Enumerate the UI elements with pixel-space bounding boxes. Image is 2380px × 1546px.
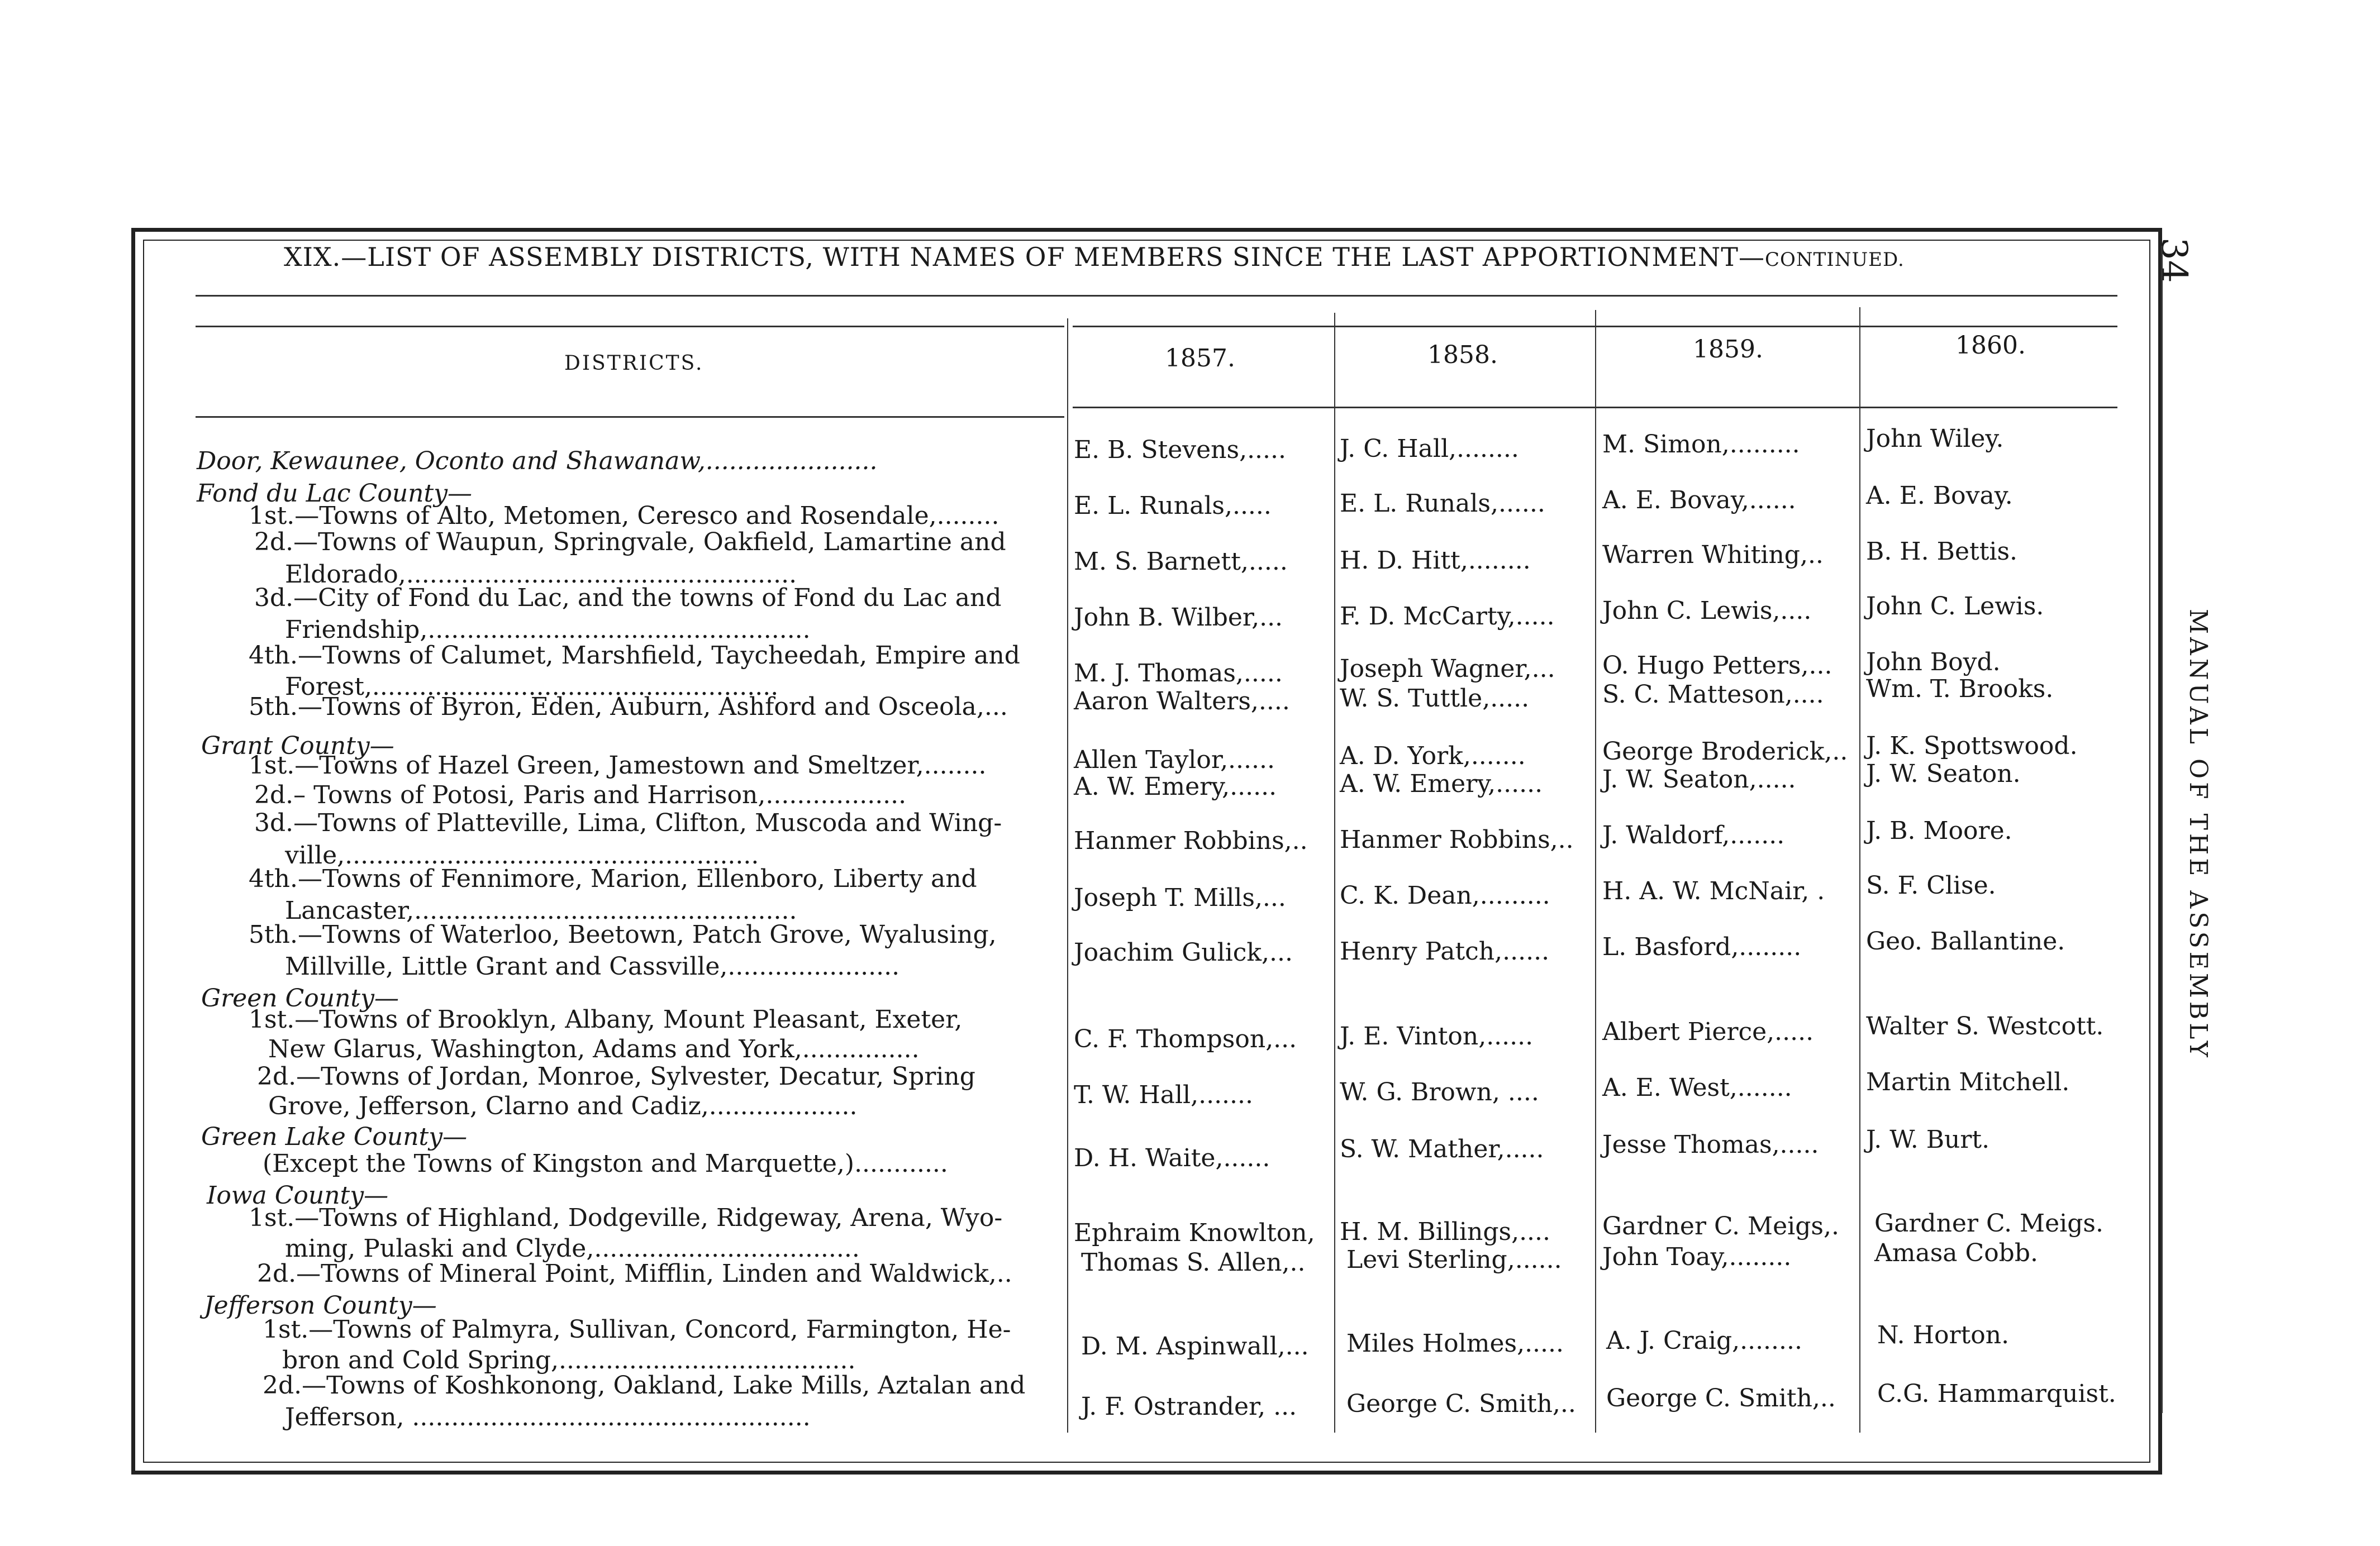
member-1858: E. L. Runals,...... xyxy=(1340,489,1545,518)
county-heading-jefferson: Jefferson County— xyxy=(204,1291,437,1320)
member-1857: M. J. Thomas,..... xyxy=(1074,659,1283,688)
member-1859: Jesse Thomas,..... xyxy=(1602,1130,1819,1159)
member-1857: Joachim Gulick,... xyxy=(1074,938,1293,967)
member-1859: L. Basford,........ xyxy=(1602,933,1802,961)
county-heading-green: Green County— xyxy=(201,984,399,1013)
member-1859: Gardner C. Meigs,. xyxy=(1602,1212,1839,1240)
member-1860: Geo. Ballantine. xyxy=(1866,927,2065,956)
member-1860: John Boyd. xyxy=(1866,648,2001,676)
district-line: 4th.—Towns of Calumet, Marshfield, Taycheedah, Empire and xyxy=(249,641,1020,670)
table-title: XIX.—LIST OF ASSEMBLY DISTRICTS, WITH NAMES OF MEMBERS SINCE THE LAST APPORTIONMENT—CONTINUED. xyxy=(284,242,1905,272)
member-1857: Allen Taylor,...... xyxy=(1074,746,1275,774)
side-rule xyxy=(2161,246,2163,1413)
member-1860: J. W. Burt. xyxy=(1866,1125,1990,1154)
page-number: 34 xyxy=(2153,237,2195,283)
member-1857: D. H. Waite,...... xyxy=(1074,1144,1270,1172)
county-heading-grant: Grant County— xyxy=(201,732,394,760)
member-1859: Warren Whiting,.. xyxy=(1602,541,1824,569)
member-1859: A. E. Bovay,...... xyxy=(1602,486,1796,514)
member-1860: John Wiley. xyxy=(1866,424,2004,453)
header-rule-bottom-districts xyxy=(196,416,1064,418)
member-1857: J. F. Ostrander, ... xyxy=(1081,1392,1297,1421)
district-line: ming, Pulaski and Clyde,.................................. xyxy=(285,1234,860,1263)
district-line: Friendship,................................................. xyxy=(285,615,811,644)
member-1859: A. E. West,....... xyxy=(1602,1073,1792,1102)
district-line: New Glarus, Washington, Adams and York,............... xyxy=(268,1035,920,1063)
member-1858: C. K. Dean,......... xyxy=(1340,881,1550,910)
header-1860: 1860. xyxy=(1955,331,2026,360)
member-1857: E. L. Runals,..... xyxy=(1074,492,1272,520)
member-1860: N. Horton. xyxy=(1877,1321,2010,1349)
district-line: 1st.—Towns of Palmyra, Sullivan, Concord, Farmington, He- xyxy=(263,1315,1011,1344)
member-1858: J. E. Vinton,...... xyxy=(1340,1022,1534,1051)
member-1860: Gardner C. Meigs. xyxy=(1874,1209,2103,1238)
member-1858: Henry Patch,...... xyxy=(1340,937,1550,966)
member-1858: W. G. Brown, .... xyxy=(1340,1078,1539,1106)
district-line: Forest,.................................................... xyxy=(285,672,779,701)
member-1858: A. D. York,....... xyxy=(1340,742,1526,770)
district-line: 2d.—Towns of Jordan, Monroe, Sylvester, Decatur, Spring xyxy=(257,1062,975,1091)
member-1859: Albert Pierce,..... xyxy=(1602,1018,1814,1046)
district-line: 1st.—Towns of Alto, Metomen, Ceresco and Rosendale,........ xyxy=(249,502,999,530)
member-1860: J. K. Spottswood. xyxy=(1866,732,2078,760)
member-1857: Hanmer Robbins,.. xyxy=(1074,827,1308,855)
member-1859: George Broderick,.. xyxy=(1602,737,1848,766)
member-1857: C. F. Thompson,... xyxy=(1074,1025,1297,1053)
district-line: 2d.—Towns of Mineral Point, Mifflin, Linden and Waldwick,.. xyxy=(257,1259,1012,1288)
member-1859: J. Waldorf,....... xyxy=(1602,821,1785,850)
member-1859: O. Hugo Petters,... xyxy=(1602,651,1832,680)
member-1858: J. C. Hall,........ xyxy=(1340,435,1519,463)
member-1857: M. S. Barnett,..... xyxy=(1074,547,1288,576)
district-line: 2d.—Towns of Waupun, Springvale, Oakfield, Lamartine and xyxy=(254,528,1006,556)
district-line: 5th.—Towns of Waterloo, Beetown, Patch Grove, Wyalusing, xyxy=(249,920,997,949)
header-districts: DISTRICTS. xyxy=(564,352,704,375)
header-rule-top-districts xyxy=(196,326,1064,327)
column-divider-1858 xyxy=(1334,313,1335,1433)
district-line: Millville, Little Grant and Cassville,...................... xyxy=(285,952,900,981)
district-line: (Except the Towns of Kingston and Marquette,)............ xyxy=(263,1149,948,1178)
member-1857: A. W. Emery,...... xyxy=(1074,772,1277,801)
district-line: ville,..................................................... xyxy=(285,841,759,870)
member-1859: John C. Lewis,.... xyxy=(1602,597,1812,625)
member-1858: F. D. McCarty,..... xyxy=(1340,602,1555,631)
member-1859: John Toay,........ xyxy=(1602,1243,1792,1271)
member-1860: S. F. Clise. xyxy=(1866,871,1996,900)
district-line: 3d.—City of Fond du Lac, and the towns of Fond du Lac and xyxy=(254,584,1002,612)
member-1857: John B. Wilber,... xyxy=(1074,603,1283,632)
member-1859: H. A. W. McNair, . xyxy=(1602,877,1825,905)
member-1858: H. M. Billings,.... xyxy=(1340,1218,1551,1246)
member-1858: Levi Sterling,...... xyxy=(1346,1246,1562,1274)
member-1860: B. H. Bettis. xyxy=(1866,537,2018,566)
district-line: bron and Cold Spring,...................................... xyxy=(282,1346,856,1375)
header-1857: 1857. xyxy=(1165,344,1235,373)
member-1859: George C. Smith,.. xyxy=(1606,1384,1836,1413)
member-1857: Ephraim Knowlton, xyxy=(1074,1219,1315,1247)
column-divider-1857 xyxy=(1067,318,1068,1433)
district-line: 3d.—Towns of Platteville, Lima, Clifton, Muscoda and Wing- xyxy=(254,809,1002,837)
district-line: Jefferson, ................................................... xyxy=(285,1403,811,1432)
member-1857: T. W. Hall,....... xyxy=(1074,1081,1253,1109)
district-line: Eldorado,.................................................. xyxy=(285,560,797,589)
column-divider-1860 xyxy=(1859,307,1860,1433)
header-1858: 1858. xyxy=(1427,341,1498,369)
member-1860: J. B. Moore. xyxy=(1866,817,2012,845)
district-line: 2d.—Towns of Koshkonong, Oakland, Lake Mills, Aztalan and xyxy=(263,1371,1026,1400)
member-1857: Joseph T. Mills,... xyxy=(1074,884,1286,912)
member-1858: Miles Holmes,..... xyxy=(1346,1329,1564,1358)
member-1857: D. M. Aspinwall,... xyxy=(1081,1332,1309,1361)
member-1859: A. J. Craig,........ xyxy=(1606,1326,1802,1355)
member-1858: H. D. Hitt,........ xyxy=(1340,546,1531,575)
district-line: 1st.—Towns of Brooklyn, Albany, Mount Pleasant, Exeter, xyxy=(249,1005,963,1034)
district-line: 1st.—Towns of Hazel Green, Jamestown and Smeltzer,........ xyxy=(249,751,987,780)
district-line: Lancaster,................................................. xyxy=(285,896,797,925)
column-divider-1859 xyxy=(1595,310,1596,1433)
county-heading-iowa: Iowa County— xyxy=(207,1181,389,1210)
member-1858: W. S. Tuttle,..... xyxy=(1340,684,1530,713)
member-1859: M. Simon,......... xyxy=(1602,430,1800,459)
member-1860: Wm. T. Brooks. xyxy=(1866,675,2054,703)
member-1857: Thomas S. Allen,.. xyxy=(1081,1248,1306,1277)
running-head: MANUAL OF THE ASSEMBLY xyxy=(2184,609,2212,1061)
member-1860: A. E. Bovay. xyxy=(1866,481,2013,510)
member-1860: C.G. Hammarquist. xyxy=(1877,1380,2116,1408)
member-1860: Amasa Cobb. xyxy=(1874,1239,2039,1267)
county-heading-fond-du-lac: Fond du Lac County— xyxy=(197,479,473,508)
district-line: 2d.– Towns of Potosi, Paris and Harrison,.................. xyxy=(254,781,907,809)
title-rule xyxy=(196,295,2117,297)
member-1858: S. W. Mather,..... xyxy=(1340,1135,1544,1163)
member-1857: Aaron Walters,.... xyxy=(1074,687,1290,715)
district-line: 1st.—Towns of Highland, Dodgeville, Ridgeway, Arena, Wyo- xyxy=(249,1204,1003,1232)
member-1858: Joseph Wagner,... xyxy=(1340,655,1555,683)
member-1858: George C. Smith,.. xyxy=(1346,1390,1576,1418)
district-line: 5th.—Towns of Byron, Eden, Auburn, Ashford and Osceola,... xyxy=(249,693,1008,721)
district-line: Grove, Jefferson, Clarno and Cadiz,................... xyxy=(268,1092,858,1120)
member-1857: E. B. Stevens,..... xyxy=(1074,436,1286,464)
member-1859: J. W. Seaton,..... xyxy=(1602,765,1796,794)
member-1858: A. W. Emery,...... xyxy=(1340,770,1543,798)
county-heading-green-lake: Green Lake County— xyxy=(201,1123,468,1151)
member-1860: John C. Lewis. xyxy=(1866,592,2044,621)
member-1858: Hanmer Robbins,.. xyxy=(1340,826,1574,854)
member-1860: J. W. Seaton. xyxy=(1866,760,2021,788)
district-line: 4th.—Towns of Fennimore, Marion, Ellenboro, Liberty and xyxy=(249,865,977,893)
member-1860: Martin Mitchell. xyxy=(1866,1068,2070,1096)
district-door-kewaunee: Door, Kewaunee, Oconto and Shawanaw,...................... xyxy=(197,447,878,475)
member-1860: Walter S. Westcott. xyxy=(1866,1012,2104,1041)
header-1859: 1859. xyxy=(1693,335,1763,364)
member-1859: S. C. Matteson,.... xyxy=(1602,680,1824,709)
